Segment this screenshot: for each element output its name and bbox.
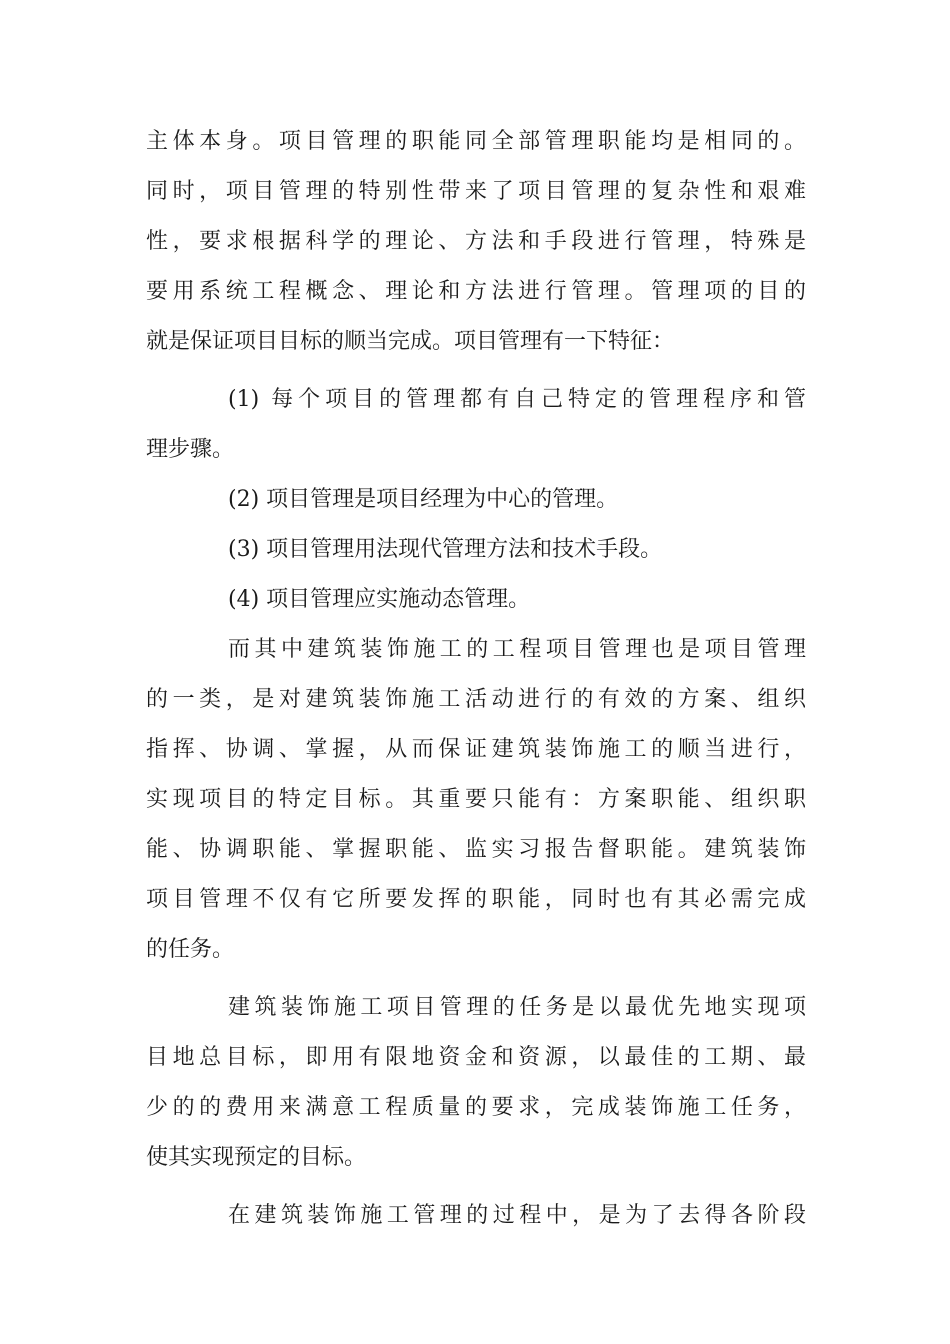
text-line: 就是保证项目目标的顺当完成。项目管理有一下特征：: [146, 329, 675, 354]
text-line: 项目管理不仅有它所要发挥的职能，同时也有其必需完成: [146, 887, 806, 912]
text-line: 目地总目标，即用有限地资金和资源，以最佳的工期、最: [146, 1045, 806, 1070]
text-line: 的一类，是对建筑装饰施工活动进行的有效的方案、组织: [146, 687, 806, 712]
text-line: 同时，项目管理的特别性带来了项目管理的复杂性和艰难: [146, 179, 806, 204]
list-item-2: (2) 项目管理是项目经理为中心的管理。: [228, 487, 619, 512]
list-item-3: (3) 项目管理用法现代管理方法和技术手段。: [228, 537, 663, 562]
text-line: 能、协调职能、掌握职能、监实习报告督职能。建筑装饰: [146, 837, 806, 862]
paragraph-start: 建筑装饰施工项目管理的任务是以最优先地实现项: [228, 995, 806, 1020]
paragraph-start: 而其中建筑装饰施工的工程项目管理也是项目管理: [228, 637, 806, 662]
list-item-4: (4) 项目管理应实施动态管理。: [228, 587, 531, 612]
text-line: 要用系统工程概念、理论和方法进行管理。管理项的目的: [146, 279, 806, 304]
text-line: 性，要求根据科学的理论、方法和手段进行管理，特殊是: [146, 229, 806, 254]
text-line: 使其实现预定的目标。: [146, 1145, 367, 1170]
text-line: 理步骤。: [146, 437, 235, 462]
text-line: 指挥、协调、掌握，从而保证建筑装饰施工的顺当进行，: [146, 737, 806, 762]
text-line: 实现项目的特定目标。其重要只能有：方案职能、组织职: [146, 787, 806, 812]
text-line: 主体本身。项目管理的职能同全部管理职能均是相同的。: [146, 129, 806, 154]
list-item-1: (1) 每个项目的管理都有自己特定的管理程序和管: [228, 387, 806, 412]
paragraph-start: 在建筑装饰施工管理的过程中，是为了去得各阶段: [228, 1203, 806, 1228]
text-line: 的任务。: [146, 937, 235, 962]
text-line: 少的的费用来满意工程质量的要求，完成装饰施工任务，: [146, 1095, 806, 1120]
